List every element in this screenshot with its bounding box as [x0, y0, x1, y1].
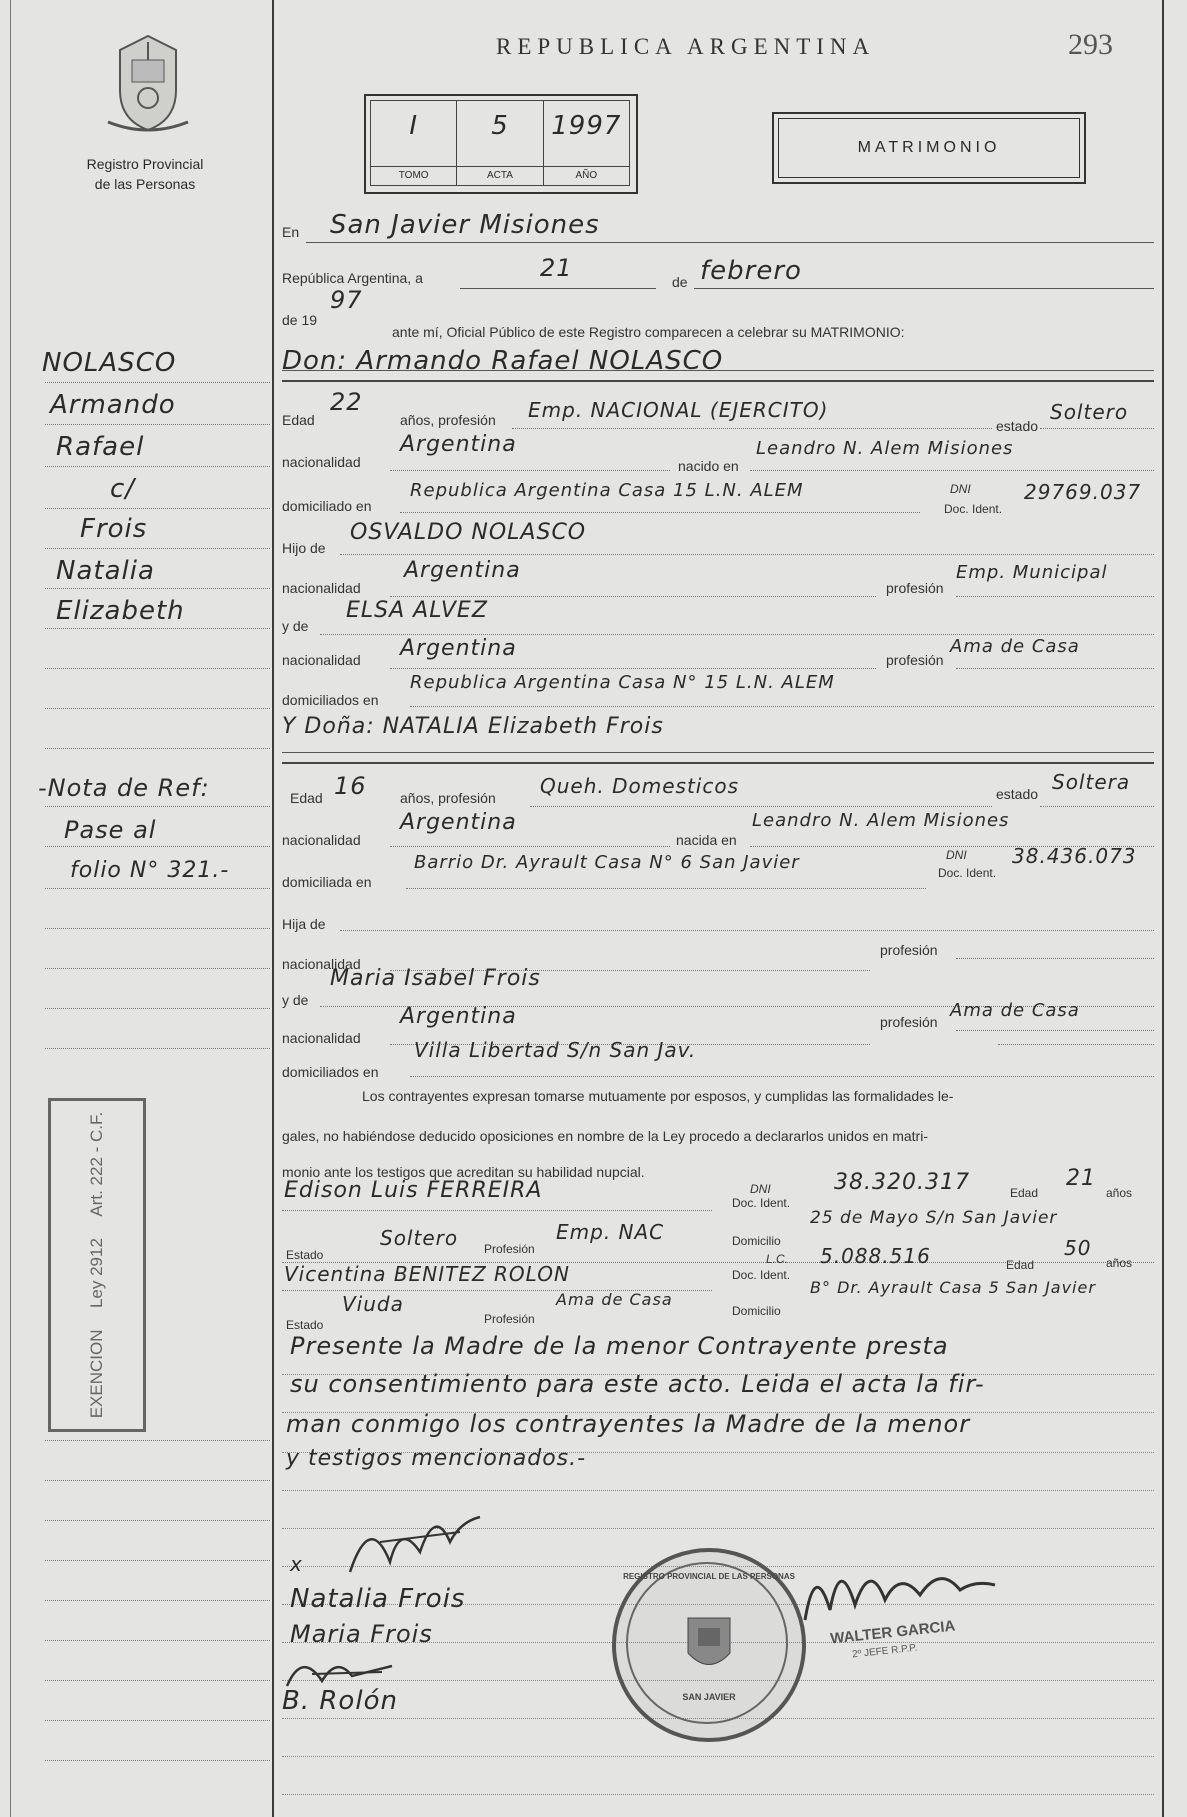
witness1-doc: 38.320.317	[834, 1170, 970, 1195]
formal-text-line2: gales, no habiéndose deducido oposiciones en nombre de la Ley procedo a declararlos unidos en matri-	[282, 1128, 928, 1144]
witness2-edad: 50	[1064, 1236, 1092, 1260]
registry-name-line2: de las Personas	[94, 176, 196, 192]
groom-anos-profesion-label: años, profesión	[400, 412, 496, 428]
bride-doc: 38.436.073	[1012, 844, 1137, 868]
witness2-domicilio-label: Domicilio	[732, 1304, 781, 1318]
signature-x-mark: x	[290, 1552, 303, 1576]
groom-edad-label: Edad	[282, 412, 315, 428]
month-value: febrero	[700, 256, 802, 286]
witness1-estado-label: Estado	[286, 1248, 324, 1262]
witness2-profesion-label: Profesión	[484, 1312, 535, 1326]
formal-text-line3: monio ante los testigos que acreditan su habilidad nupcial.	[282, 1164, 645, 1180]
margin-name-line: Rafael	[56, 432, 145, 462]
groom-name: Don: Armando Rafael NOLASCO	[282, 346, 724, 376]
acta-value: 5	[491, 111, 509, 141]
groom-father-prof-label: profesión	[886, 580, 944, 596]
formal-text-line1: Los contrayentes expresan tomarse mutuamente por esposos, y cumplidas las formalidades le-	[362, 1088, 954, 1104]
groom-father-nac-label: nacionalidad	[282, 580, 361, 596]
groom-domiciliado-label: domiciliado en	[282, 498, 372, 514]
exemption-stamp	[48, 1098, 146, 1432]
ano-value: 1997	[551, 111, 622, 141]
groom-edad: 22	[330, 388, 363, 416]
witness1-doc-label: Doc. Ident.	[732, 1196, 791, 1210]
bride-nacida-label: nacida en	[676, 832, 737, 848]
bride-estado: Soltera	[1052, 770, 1131, 794]
bride-father-prof-label: profesión	[880, 942, 938, 958]
bride-mother-nac: Argentina	[400, 1004, 517, 1029]
observation-line: su consentimiento para este acto. Leida el acta la fir-	[290, 1370, 985, 1398]
bride-mother: Maria Isabel Frois	[330, 966, 541, 991]
witness2-doc-label: Doc. Ident.	[732, 1268, 791, 1282]
groom-signature-icon	[340, 1502, 490, 1582]
signature: Maria Frois	[290, 1620, 433, 1648]
witness2-estado-label: Estado	[286, 1318, 324, 1332]
groom-nacido: Leandro N. Alem Misiones	[756, 438, 1014, 459]
margin-note-ref: folio N° 321.-	[70, 858, 230, 883]
bride-doc-ident-label: Doc. Ident.	[938, 866, 997, 880]
witness1-profesion-label: Profesión	[484, 1242, 535, 1256]
margin-name-line: c/	[110, 474, 136, 504]
en-label: En	[282, 224, 300, 240]
tomo-label: TOMO	[371, 166, 456, 185]
witness1-edad-label: Edad	[1010, 1186, 1039, 1200]
observation-line: Presente la Madre de la menor Contrayente presta	[290, 1332, 949, 1360]
witness1-domicilio: 25 de Mayo S/n San Javier	[810, 1208, 1058, 1228]
witness2-doc: 5.088.516	[820, 1244, 931, 1268]
witness1-domicilio-label: Domicilio	[732, 1234, 781, 1248]
margin-name-line: NOLASCO	[42, 348, 177, 378]
registry-name-line1: Registro Provincial	[86, 156, 204, 172]
margin-name-line: Elizabeth	[56, 596, 185, 626]
groom-mother-prof-label: profesión	[886, 652, 944, 668]
country-title: REPUBLICA ARGENTINA	[496, 34, 876, 59]
exemption-article: Art. 222 - C.F.	[87, 1111, 106, 1217]
witness1-anos-label: años	[1106, 1186, 1133, 1200]
bride-nacionalidad-label: nacionalidad	[282, 832, 361, 848]
groom-mother: ELSA ALVEZ	[346, 598, 488, 623]
groom-father-nac: Argentina	[404, 558, 521, 583]
groom-estado-label: estado	[996, 418, 1039, 434]
bride-mother-prof-label: profesión	[880, 1014, 938, 1030]
groom-nacionalidad-label: nacionalidad	[282, 454, 361, 470]
ante-text: ante mí, Oficial Público de este Registro comparecen a celebrar su MATRIMONIO:	[392, 324, 905, 340]
official-signature-icon	[800, 1550, 1000, 1630]
official-seal	[612, 1548, 806, 1742]
record-type-label: MATRIMONIO	[857, 139, 1001, 156]
bride-dni-prefix: DNI	[946, 848, 967, 862]
bride-parents-dom: Villa Libertad S/n San Jav.	[414, 1038, 697, 1062]
bride-anos-profesion-label: años, profesión	[400, 790, 496, 806]
groom-yde-label: y de	[282, 618, 309, 634]
registry-crest-icon	[100, 30, 196, 136]
observation-line: y testigos mencionados.-	[286, 1446, 587, 1471]
bride-estado-label: estado	[996, 786, 1039, 802]
witness1-estado: Soltero	[380, 1226, 459, 1250]
groom-hijo-label: Hijo de	[282, 540, 326, 556]
seal-crest-icon	[678, 1608, 740, 1678]
groom-father-prof: Emp. Municipal	[956, 562, 1108, 583]
witness2-anos-label: años	[1106, 1256, 1133, 1270]
margin-name-line: Frois	[80, 514, 148, 544]
groom-domicilio: Republica Argentina Casa 15 L.N. ALEM	[410, 480, 804, 501]
groom-domiciliados-label: domiciliados en	[282, 692, 379, 708]
seal-city: SAN JAVIER	[682, 1692, 736, 1702]
witness2-doc-prefix: L.C.	[766, 1252, 789, 1266]
signature: Natalia Frois	[290, 1584, 466, 1614]
de19-label: de 19	[282, 312, 318, 328]
groom-doc: 29769.037	[1024, 480, 1142, 504]
margin-name-line: Armando	[50, 390, 176, 420]
year-suffix-value: 97	[330, 286, 363, 314]
witness2-profesion: Ama de Casa	[556, 1290, 673, 1309]
witness1-doc-prefix: DNI	[750, 1182, 771, 1196]
bride-mother-nac-label: nacionalidad	[282, 1030, 361, 1046]
witness2-name: Vicentina BENITEZ ROLON	[284, 1262, 570, 1286]
bride-domiciliados-label: domiciliados en	[282, 1064, 379, 1080]
day-value: 21	[540, 254, 573, 282]
witness1-edad: 21	[1066, 1166, 1096, 1191]
witness1-profesion: Emp. NAC	[556, 1220, 665, 1244]
groom-father: OSVALDO NOLASCO	[350, 520, 587, 545]
bride-nacida: Leandro N. Alem Misiones	[752, 810, 1010, 831]
bride-father-nac-label: nacionalidad	[282, 956, 361, 972]
groom-dni-prefix: DNI	[950, 482, 971, 496]
de-label: de	[672, 274, 688, 290]
bride-yde-label: y de	[282, 992, 309, 1008]
bride-domicilio: Barrio Dr. Ayrault Casa N° 6 San Javier	[414, 852, 800, 873]
exemption-law: Ley 2912	[87, 1238, 106, 1309]
record-id-box	[364, 94, 638, 194]
margin-rule-left	[10, 0, 11, 1817]
tomo-value: I	[409, 111, 418, 141]
page-rule-right	[1162, 0, 1164, 1817]
bride-edad: 16	[334, 772, 367, 800]
bride-hija-label: Hija de	[282, 916, 326, 932]
groom-doc-ident-label: Doc. Ident.	[944, 502, 1003, 516]
margin-note-ref: -Nota de Ref:	[38, 774, 210, 802]
exemption-label: EXENCION	[87, 1329, 106, 1419]
official-title: 2º JEFE R.P.P.	[851, 1642, 918, 1661]
official-name: WALTER GARCIA	[829, 1617, 957, 1648]
republica-label: República Argentina, a	[282, 270, 423, 286]
bride-nacionalidad: Argentina	[400, 810, 517, 835]
witness2-edad-label: Edad	[1006, 1258, 1035, 1272]
page-number: 293	[1068, 28, 1113, 61]
groom-mother-prof: Ama de Casa	[950, 636, 1080, 657]
groom-mother-nac-label: nacionalidad	[282, 652, 361, 668]
signature: B. Rolón	[282, 1686, 398, 1716]
groom-profesion: Emp. NACIONAL (EJERCITO)	[528, 398, 829, 422]
place-value: San Javier Misiones	[330, 210, 600, 240]
groom-nacido-label: nacido en	[678, 458, 739, 474]
bride-domiciliada-label: domiciliada en	[282, 874, 372, 890]
margin-rule	[272, 0, 274, 1817]
groom-nacionalidad: Argentina	[400, 432, 517, 457]
witness1-name: Edison Luis FERREIRA	[284, 1178, 543, 1203]
margin-note-ref: Pase al	[64, 816, 157, 844]
acta-label: ACTA	[457, 166, 542, 185]
witness2-estado: Viuda	[342, 1292, 404, 1316]
bride-mother-prof: Ama de Casa	[950, 1000, 1080, 1021]
observation-line: man conmigo los contrayentes la Madre de la menor	[286, 1410, 971, 1438]
groom-parents-dom: Republica Argentina Casa N° 15 L.N. ALEM	[410, 672, 835, 693]
ano-label: AÑO	[544, 166, 629, 185]
seal-ring-text: REGISTRO PROVINCIAL DE LAS PERSONAS	[623, 1572, 795, 1581]
bride-profesion: Queh. Domesticos	[540, 774, 740, 798]
bride-name: Y Doña: NATALIA Elizabeth Frois	[282, 714, 664, 739]
bride-edad-label: Edad	[290, 790, 323, 806]
margin-name-line: Natalia	[56, 556, 155, 586]
groom-estado: Soltero	[1050, 400, 1129, 424]
record-type-box	[772, 112, 1086, 184]
witness2-domicilio: B° Dr. Ayrault Casa 5 San Javier	[810, 1278, 1096, 1297]
groom-mother-nac: Argentina	[400, 636, 517, 661]
